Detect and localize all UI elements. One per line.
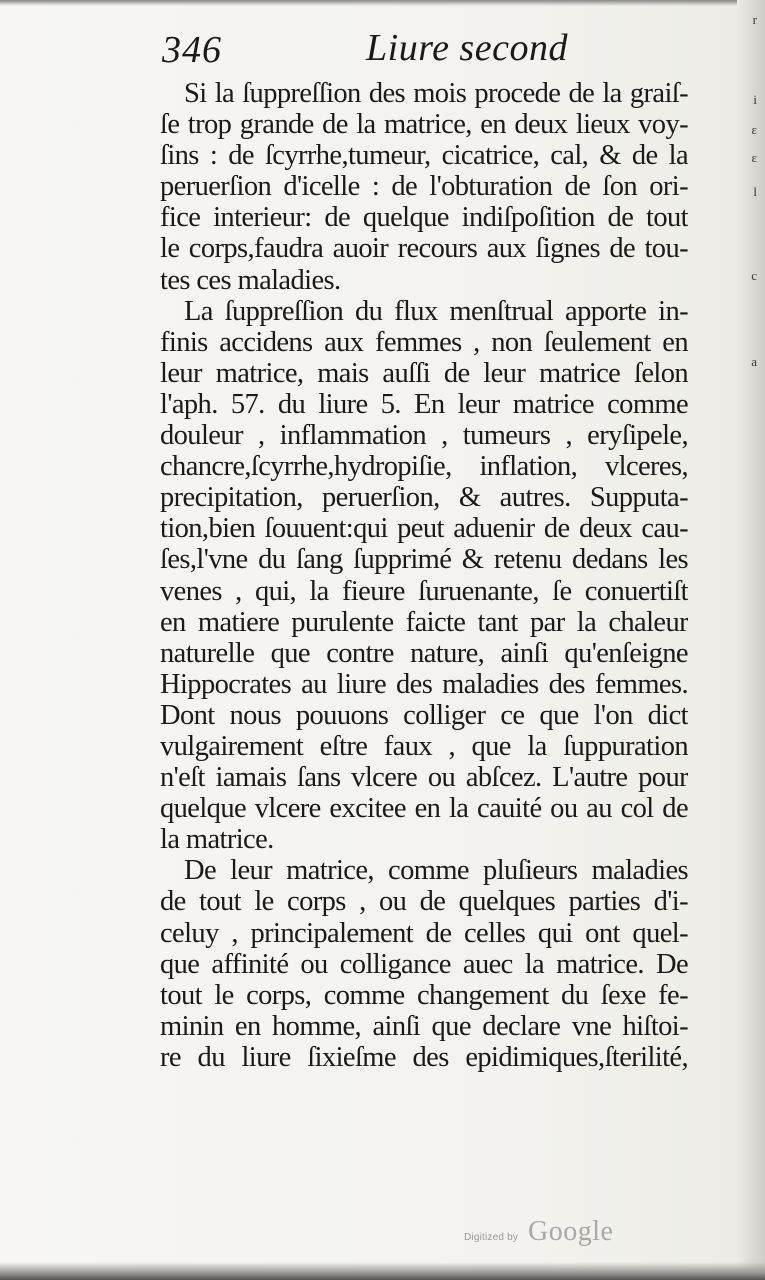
running-head: Liure second (366, 27, 568, 69)
text-line: douleur , inflammation , tumeurs , eryſipele, (160, 420, 688, 452)
gutter-mark: l (753, 184, 757, 199)
text-line: Hippocrates au liure des maladies des femmes. (160, 668, 688, 700)
text-line: De leur matrice, comme pluſieurs maladies (184, 855, 688, 887)
text-line: en matiere purulente faicte tant par la chaleur (160, 606, 688, 638)
text-line: ſe trop grande de la matrice, en deux lieux voy- (160, 109, 688, 141)
text-line: de tout le corps , ou de quelques parties d'i- (160, 886, 688, 918)
gutter-mark: i (753, 92, 757, 107)
text-line: fice interieur: de quelque indiſpoſition de tout (160, 202, 688, 234)
text-line: quelque vlcere excitee en la cauité ou au col de (160, 793, 688, 825)
google-logo: Google (528, 1216, 614, 1247)
text-line: le corps,faudra auoir recours aux ſignes de tou- (160, 233, 688, 265)
page-top-edge (0, 0, 765, 6)
text-line: finis accidens aux femmes , non ſeulement en (160, 326, 688, 358)
body-text (160, 78, 688, 1073)
text-line: la matrice. (160, 824, 274, 856)
text-line: Dont nous pouuons colliger ce que l'on dict (160, 699, 688, 731)
text-line: vulgairement eſtre faux , que la ſuppuration (160, 730, 688, 762)
text-line: n'eſt iamais ſans vlcere ou abſcez. L'autre pour (160, 762, 688, 794)
text-line: tes ces maladies. (160, 264, 341, 296)
digitization-watermark (464, 1216, 634, 1250)
page-gutter (737, 0, 765, 1280)
page-number: 346 (162, 29, 222, 71)
text-line: que affinité ou colligance auec la matrice. De (160, 948, 688, 980)
text-line: re du liure ſixieſme des epidimiques,ſterilité, (160, 1041, 688, 1073)
text-line: chancre,ſcyrrhe,hydropiſie, inflation, vlceres, (160, 451, 688, 483)
text-line: tout le corps, comme changement du ſexe fe- (160, 979, 688, 1011)
gutter-mark: ε (751, 122, 757, 137)
text-line: precipitation, peruerſion, & autres. Supputa- (160, 482, 688, 514)
text-line: Si la ſuppreſſion des mois procede de la graiſ- (184, 78, 688, 109)
text-line: La ſuppreſſion du flux menſtrual apporte in- (184, 295, 688, 327)
page-header (160, 24, 620, 76)
text-line: ſins : de ſcyrrhe,tumeur, cicatrice, cal, & de la (160, 140, 688, 172)
text-line: naturelle que contre nature, ainſi qu'enſeigne (160, 637, 688, 669)
page-bottom-edge (0, 1262, 765, 1280)
text-line: peruerſion d'icelle : de l'obturation de ſon ori- (160, 171, 688, 203)
gutter-mark: c (751, 268, 757, 283)
text-line: tion,bien ſouuent:qui peut aduenir de deux cau- (160, 513, 688, 545)
text-line: celuy , principalement de celles qui ont quel- (160, 917, 688, 949)
text-line: l'aph. 57. du liure 5. En leur matrice comme (160, 388, 688, 420)
gutter-mark: r (752, 12, 757, 27)
gutter-mark: a (751, 354, 757, 369)
text-line: ſes,l'vne du ſang ſupprimé & retenu dedans les (160, 544, 688, 576)
gutter-mark: ε (751, 150, 757, 165)
text-line: minin en homme, ainſi que declare vne hiſtoi- (160, 1010, 688, 1042)
watermark-caption: Digitized by (464, 1232, 519, 1243)
text-line: venes , qui, la fieure ſuruenante, ſe conuertiſt (160, 575, 688, 607)
text-line: leur matrice, mais auſſi de leur matrice ſelon (160, 357, 688, 389)
